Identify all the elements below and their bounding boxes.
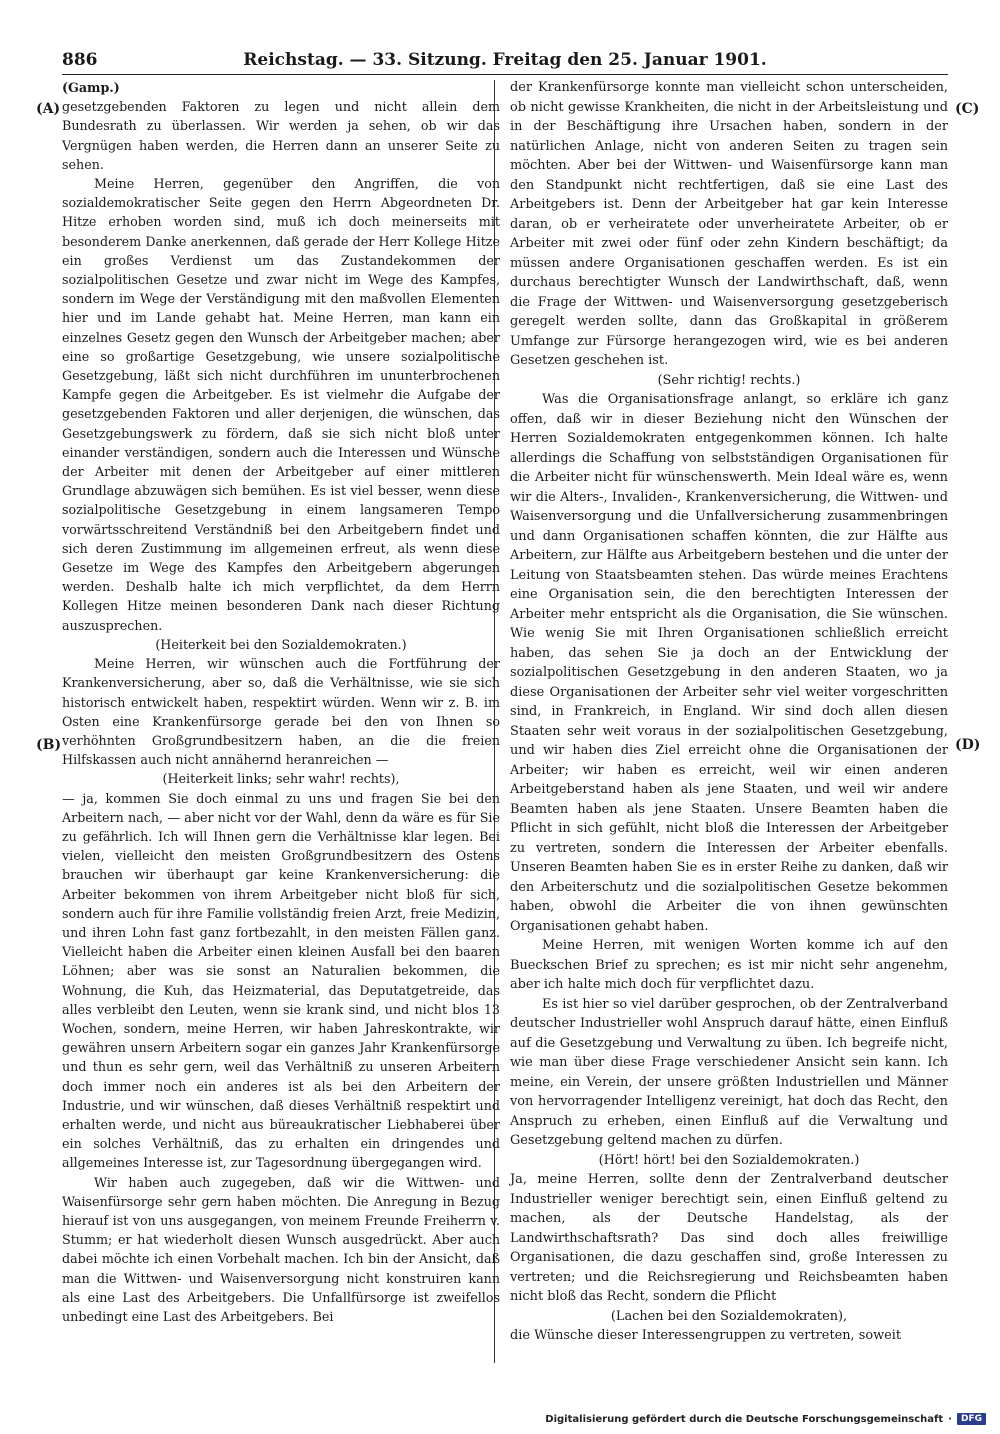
paragraph: die Wünsche dieser Interessengruppen zu vertreten, soweit — [510, 1328, 902, 1343]
interjection: (Heiterkeit links; sehr wahr! rechts), — [162, 771, 400, 787]
paragraph: Ja, meine Herren, sollte denn der Zentralverband deutscher Industrieller weniger berechtigt sein, einen Einfluß geltend zu machen, als der Deutsche Handelstag, als der Landwirthschaftsrath? Das sind doch alles freiwillige Organisationen, die dazu geschaffen sind, große Interessen zu vertreten; und die Reichsregierung und Reichsbeamten haben nicht bloß das Recht, sondern die Pflicht — [510, 1172, 948, 1304]
dfg-logo-icon: DFG — [957, 1413, 986, 1425]
footer-separator: · — [948, 1413, 952, 1425]
interjection: (Hört! hört! bei den Sozialdemokraten.) — [598, 1152, 860, 1168]
paragraph: Meine Herren, mit wenigen Worten komme ich auf den Bueckschen Brief zu sprechen; es ist mir nicht sehr angenehm, aber ich halte mich doch für verpflichtet dazu. — [510, 938, 948, 992]
paragraph: Meine Herren, wir wünschen auch die Fortführung der Krankenversicherung, aber so, daß die Verhältnisse, wie sie sich historisch entwickelt haben, respektirt würden. Wenn wir z. B. im Osten eine Krankenfürsorge gerade bei den von Ihnen so verhöhnten Großgrundbesitzern haben, an die die freien Hilfskassen auch nicht annähernd heranreichen — — [62, 656, 500, 768]
paragraph: Meine Herren, gegenüber den Angriffen, die von sozialdemokratischer Seite gegen den Herrn Abgeordneten Dr. Hitze erhoben worden sind, muß ich doch meinerseits mit besonderem Danke anerkennen, daß gerade der Herr Kollege Hitze ein großes Verdienst um das Zustandekommen der sozialpolitischen Gesetze und zwar nicht im Wege des Kampfes, sondern im Wege der Verständigung mit den maßvollen Elementen hier und im Lande gehabt hat. Meine Herren, man kann ein einzelnes Gesetz gegen den Wunsch der Arbeitgeber machen; aber eine so großartige Gesetzgebung, wie unsere sozialpolitische Gesetzgebung, läßt sich nicht durchführen im ununterbrochenen Kampfe gegen die Arbeitgeber. Es ist vielmehr die Aufgabe der gesetzgebenden Faktoren und aller derjenigen, die wünschen, das Gesetzgebungswerk zu fördern, daß sie sich nicht bloß unter einander verständigen, sondern auch die Interessen und Wünsche der Arbeiter mit denen der Arbeitgeber auf einer mittleren Grundlage abzuwägen sich bemühen. Es ist viel besser, wenn diese sozialpolitische Gesetzgebung in einem langsameren Tempo vorwärtsschreitend Verständniß bei den Arbeitgebern findet und sich deren Zustimmung im allgemeinen erfreut, als wenn diese Gesetze im Wege des Kampfes den Arbeitgebern abgerungen werden. Deshalb halte ich mich verpflichtet, da dem Herrn Kollegen Hitze meinen besonderen Dank nach dieser Richtung auszusprechen. — [62, 176, 500, 633]
interjection: (Heiterkeit bei den Sozialdemokraten.) — [155, 636, 407, 652]
page-title: Reichstag. — 33. Sitzung. Freitag den 25. Januar 1901. — [243, 50, 767, 70]
page-header — [62, 48, 948, 75]
interjection: (Sehr richtig! rechts.) — [657, 372, 801, 388]
paragraph: Was die Organisationsfrage anlangt, so erkläre ich ganz offen, daß wir in dieser Beziehung nicht den Wünschen der Herren Sozialdemokraten entgegenkommen können. Ich halte allerdings die Schaffung von selbstständigen Organisationen für die Arbeiter nicht für wünschenswerth. Mein Ideal wäre es, wenn wir die Alters-, Invaliden-, Krankenversicherung, die Wittwen- und Waisenversorgung und die Unfallversicherung zusammenbringen und dann Organisationen schaffen könnten, die zur Hälfte aus Arbeitern, zur Hälfte aus Arbeitgebern bestehen und die unter der Leitung von Staatsbeamten stehen. Das würde meines Erachtens eine Organisation sein, die den berechtigten Interessen der Arbeiter mehr entspricht als die Organisation, die Sie wünschen. Wie wenig Sie mit Ihren Organisationen schließlich erreicht haben, das sehen Sie ja doch an der Entwicklung der sozialpolitischen Gesetzgebung in den anderen Staaten, wo ja diese Organisationen der Arbeiter sehr viel weiter vorgeschritten sind, in Frankreich, in England. Wir sind doch allen diesen Staaten sehr weit voraus in der sozialpolitischen Gesetzgebung, und wir haben dies Ziel erreicht ohne die Organisationen der Arbeiter; wir haben es erreicht, weil wir einen anderen Arbeitgeberstand haben als jene Staaten, und weil wir andere Beamten haben als jene Staaten. Unsere Beamten haben die Pflicht in sich gefühlt, nicht bloß die Interessen der Arbeitgeber zu vertreten, sondern die Interessen der Arbeiter ebenfalls. Unseren Beamten haben Sie es in erster Reihe zu danken, daß wir den Arbeiterschutz und die sozialpolitischen Gesetze bekommen haben, obwohl die Arbeiter die von ihnen gewünschten Organisationen gehabt haben. — [510, 392, 948, 934]
margin-mark-d: (D) — [955, 737, 981, 753]
paragraph: der Krankenfürsorge konnte man vielleicht schon unterscheiden, ob nicht gewisse Krankheiten, die nicht in der Arbeitsleistung und in der Beschäftigung ihre Ursachen haben, sondern in der natürlichen Anlage, nicht von anderen Seiten zu tragen sein möchten. Aber bei der Wittwen- und Waisenfürsorge kann man den Standpunkt nicht rechtfertigen, daß sie eine Last des Arbeitgebers ist. Denn der Arbeitgeber hat gar kein Interesse daran, ob er verheiratete oder unverheiratete Arbeiter, ob er Arbeiter mit zwei oder fünf oder zehn Kindern beschäftigt; da müssen andere Organisationen geschaffen werden. Es ist ein durchaus berechtigter Wunsch der Landwirthschaft, daß, wenn die Frage der Wittwen- und Waisenversorgung gesetzgeberisch geregelt werden sollte, dann das Großkapital in größerem Umfange zur Fürsorge herangezogen wird, wie es bei anderen Gesetzen geschehen ist. — [510, 80, 948, 368]
page-number: 886 — [62, 50, 98, 70]
footer-text: Digitalisierung gefördert durch die Deutsche Forschungsgemeinschaft — [545, 1413, 944, 1425]
margin-mark-a: (A) — [36, 101, 61, 117]
right-column — [510, 78, 948, 1346]
footer-credit — [545, 1413, 986, 1425]
margin-mark-b: (B) — [36, 737, 62, 753]
left-column — [62, 78, 500, 1326]
paragraph: Wir haben auch zugegeben, daß wir die Wittwen- und Waisenfürsorge sehr gern haben möchten. Die Anregung in Bezug hierauf ist von uns ausgegangen, von meinem Freunde Freiherrn v. Stumm; er hat wiederholt diesen Wunsch ausgedrückt. Aber auch dabei möchte ich einen Vorbehalt machen. Ich bin der Ansicht, daß man die Wittwen- und Waisenversorgung nicht konstruiren kann als eine Last des Arbeitgebers. Die Unfallfürsorge ist zweifellos unbedingt eine Last des Arbeitgebers. Bei — [62, 1174, 500, 1324]
paragraph: — ja, kommen Sie doch einmal zu uns und fragen Sie bei den Arbeitern nach, — aber nicht vor der Wahl, denn da wäre es für Sie zu gefährlich. Ich will Ihnen gern die Verhältnisse klar legen. Bei vielen, vielleicht den meisten Großgrundbesitzern des Ostens brauchen wir überhaupt gar keine Krankenversicherung: die Arbeiter bekommen von ihrem Arbeitgeber nicht bloß für sich, sondern auch für ihre Familie vollständig freien Arzt, freie Medizin, und ihren Lohn fast ganz fortbezahlt, in den meisten Fällen ganz. Vielleicht haben die Arbeiter einen kleinen Ausfall bei den baaren Löhnen; aber was sie sonst an Naturalien bekommen, die Wohnung, die Kuh, das Heizmaterial, das Deputatgetreide, das alles verbleibt den Leuten, wenn sie krank sind, und nicht blos 13 Wochen, sondern, meine Herren, wir haben Jahreskontrakte, wir gewähren unsern Arbeitern sogar ein ganzes Jahr Krankenfürsorge und thun es sehr gern, weil das Verhältniß zu unseren Arbeitern doch immer noch ein anderes ist als bei den Arbeitern der Industrie, und wir wünschen, daß dieses Verhältniß respektirt und erhalten werde, und nicht aus büreaukratischer Liebhaberei über ein solches Verhältniß, das zu erhalten ein dringendes und allgemeines Interesse ist, zur Tagesordnung übergegangen wird. — [62, 790, 500, 1171]
margin-mark-c: (C) — [955, 101, 980, 117]
paragraph: gesetzgebenden Faktoren zu legen und nicht allein dem Bundesrath zu überlassen. Wir werden ja sehen, ob wir das Vergnügen haben werden, die Herren dann an unserer Seite zu sehen. — [62, 99, 500, 172]
speaker-name: (Gamp.) — [62, 80, 120, 95]
interjection: (Lachen bei den Sozialdemokraten), — [610, 1308, 848, 1324]
paragraph: Es ist hier so viel darüber gesprochen, ob der Zentralverband deutscher Industrieller wohl Anspruch darauf hätte, einen Einfluß auf die Gesetzgebung und Verwaltung zu üben. Ich begreife nicht, wie man über diese Frage verschiedener Ansicht sein kann. Ich meine, ein Verein, der unsere größten Industriellen und Männer von hervorragender Intelligenz vereinigt, hat doch das Recht, den Anspruch zu erheben, einen Einfluß auf die Verwaltung und Gesetzgebung geltend machen zu dürfen. — [510, 996, 948, 1148]
